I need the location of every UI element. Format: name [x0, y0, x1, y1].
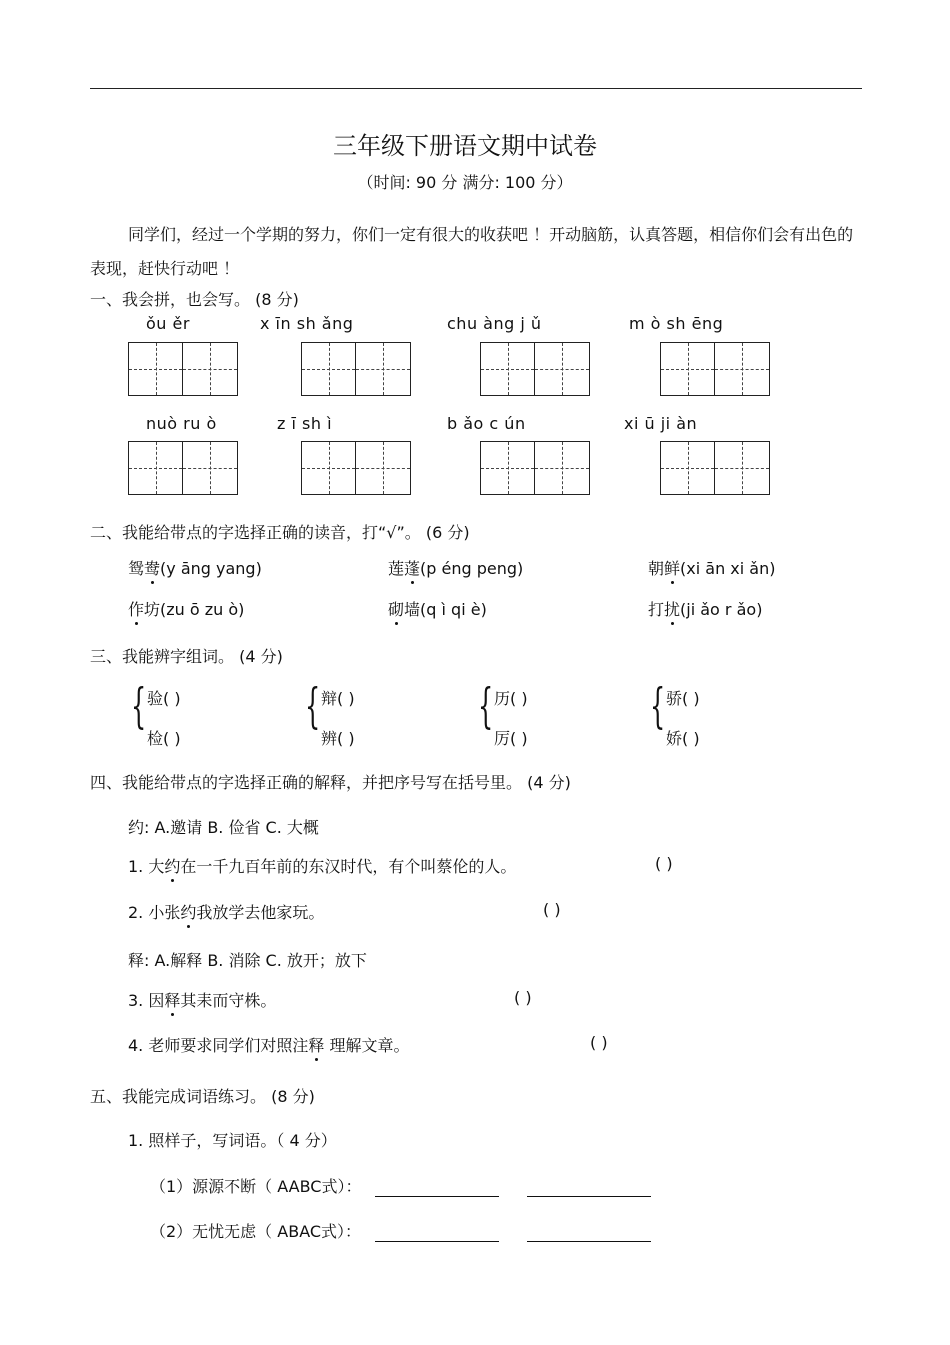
fill-label: （2）无忧无虑（ ABAC式）： — [150, 1222, 362, 1241]
pronunciation-item-3[interactable] — [648, 556, 776, 579]
dotted-char: 扰 — [664, 600, 681, 619]
char: 莲 — [388, 559, 405, 578]
word-pair-1a[interactable]: 验( ) — [147, 689, 181, 708]
word-pair-1b[interactable]: 检( ) — [147, 729, 181, 748]
answer-blank[interactable] — [527, 1224, 651, 1242]
answer-paren-1[interactable]: ( ) — [655, 854, 673, 873]
pronunciation-item-4[interactable] — [128, 597, 244, 620]
q-text: 在一千九百年前的东汉时代，有个叫蔡伦的人。 — [180, 857, 517, 876]
answer-blank[interactable] — [527, 1179, 651, 1197]
dotted-char: 鸯 — [144, 559, 161, 578]
pinyin-1: ǒu ěr — [146, 314, 190, 333]
writing-grid-2[interactable] — [301, 342, 411, 396]
definition-yue: 约: A.邀请 B. 俭省 C. 大概 — [128, 818, 319, 837]
pronunciation-item-1[interactable] — [128, 556, 262, 579]
options: (y āng yang) — [160, 559, 262, 578]
word-pair-4b[interactable]: 娇( ) — [666, 729, 700, 748]
dotted-char: 约 — [164, 857, 181, 876]
exam-info: （时间: 90 分 满分: 100 分） — [357, 173, 573, 192]
word-pair-4a[interactable]: 骄( ) — [666, 689, 700, 708]
section4-heading: 四、我能给带点的字选择正确的解释，并把序号写在括号里。 (4 分) — [90, 773, 571, 792]
pinyin-4: m ò sh ēng — [629, 314, 724, 333]
subquestion-1: 1. 照样子，写词语。（ 4 分） — [128, 1131, 337, 1150]
char: 朝 — [648, 559, 665, 578]
brace-3: { — [478, 678, 494, 734]
pinyin-6: z ī sh ì — [277, 414, 333, 433]
fill-line-1 — [150, 1174, 665, 1197]
intro-paragraph: 同学们，经过一个学期的努力，你们一定有很大的收获吧 ！开动脑筋，认真答题，相信你们会有出色的表现，赶快行动吧 ！ — [90, 225, 854, 278]
question-3 — [128, 988, 276, 1011]
options: 墙(q ì qi è) — [404, 600, 487, 619]
definition-shi: 释: A.解释 B. 消除 C. 放开；放下 — [128, 951, 367, 970]
dotted-char: 释 — [308, 1036, 325, 1055]
answer-blank[interactable] — [375, 1179, 499, 1197]
options: (ji ǎo r ǎo) — [680, 600, 763, 619]
char: 鸳 — [128, 559, 145, 578]
writing-grid-8[interactable] — [660, 441, 770, 495]
pronunciation-item-2[interactable] — [388, 556, 523, 579]
brace-1: { — [131, 678, 147, 734]
section2-heading: 二、我能给带点的字选择正确的读音，打“√”。 (6 分) — [90, 523, 470, 542]
word-pair-3a[interactable]: 历( ) — [494, 689, 528, 708]
page-title: 三年级下册语文期中试卷 — [333, 132, 597, 160]
answer-blank[interactable] — [375, 1224, 499, 1242]
answer-paren-4[interactable]: ( ) — [590, 1033, 608, 1052]
options: (p éng peng) — [420, 559, 524, 578]
q-text: 1. 大 — [128, 857, 165, 876]
question-2 — [128, 900, 324, 923]
q-text: 3. 因 — [128, 991, 165, 1010]
pinyin-7: b ǎo c ún — [447, 414, 526, 433]
q-text: 我放学去他家玩。 — [196, 903, 325, 922]
word-pair-2b[interactable]: 辨( ) — [321, 729, 355, 748]
fill-line-2 — [150, 1219, 665, 1242]
pronunciation-item-6[interactable] — [648, 597, 762, 620]
question-1 — [128, 854, 516, 877]
options: (xi ān xi ǎn) — [680, 559, 776, 578]
pronunciation-item-5[interactable] — [388, 597, 487, 620]
pinyin-8: xi ū ji àn — [624, 414, 698, 433]
writing-grid-7[interactable] — [480, 441, 590, 495]
section1-heading: 一、我会拼，也会写。 (8 分) — [90, 290, 299, 309]
section5-heading: 五、我能完成词语练习。 (8 分) — [90, 1087, 315, 1106]
word-pair-3b[interactable]: 厉( ) — [494, 729, 528, 748]
brace-4: { — [650, 678, 666, 734]
dotted-char: 鲜 — [664, 559, 681, 578]
options: 坊(zu ō zu ò) — [144, 600, 245, 619]
brace-2: { — [305, 678, 321, 734]
writing-grid-1[interactable] — [128, 342, 238, 396]
question-4 — [128, 1033, 409, 1056]
q-text: 4. 老师要求同学们对照注 — [128, 1036, 309, 1055]
dotted-char: 释 — [164, 991, 181, 1010]
writing-grid-6[interactable] — [301, 441, 411, 495]
dotted-char: 蓬 — [404, 559, 421, 578]
word-pair-2a[interactable]: 辩( ) — [321, 689, 355, 708]
q-text: 其耒而守株。 — [180, 991, 277, 1010]
char: 打 — [648, 600, 665, 619]
dotted-char: 约 — [180, 903, 197, 922]
writing-grid-3[interactable] — [480, 342, 590, 396]
answer-paren-3[interactable]: ( ) — [514, 988, 532, 1007]
q-text: 2. 小张 — [128, 903, 181, 922]
dotted-char: 砌 — [388, 600, 405, 619]
q-text: 理解文章。 — [324, 1036, 410, 1055]
answer-paren-2[interactable]: ( ) — [543, 900, 561, 919]
fill-label: （1）源源不断（ AABC式）： — [150, 1177, 362, 1196]
pinyin-3: chu àng j ǔ — [447, 314, 542, 333]
pinyin-5: nuò ru ò — [146, 414, 217, 433]
dotted-char: 作 — [128, 600, 145, 619]
top-rule — [90, 88, 862, 89]
writing-grid-4[interactable] — [660, 342, 770, 396]
writing-grid-5[interactable] — [128, 441, 238, 495]
pinyin-2: x īn sh ǎng — [260, 314, 354, 333]
section3-heading: 三、我能辨字组词。 (4 分) — [90, 647, 283, 666]
